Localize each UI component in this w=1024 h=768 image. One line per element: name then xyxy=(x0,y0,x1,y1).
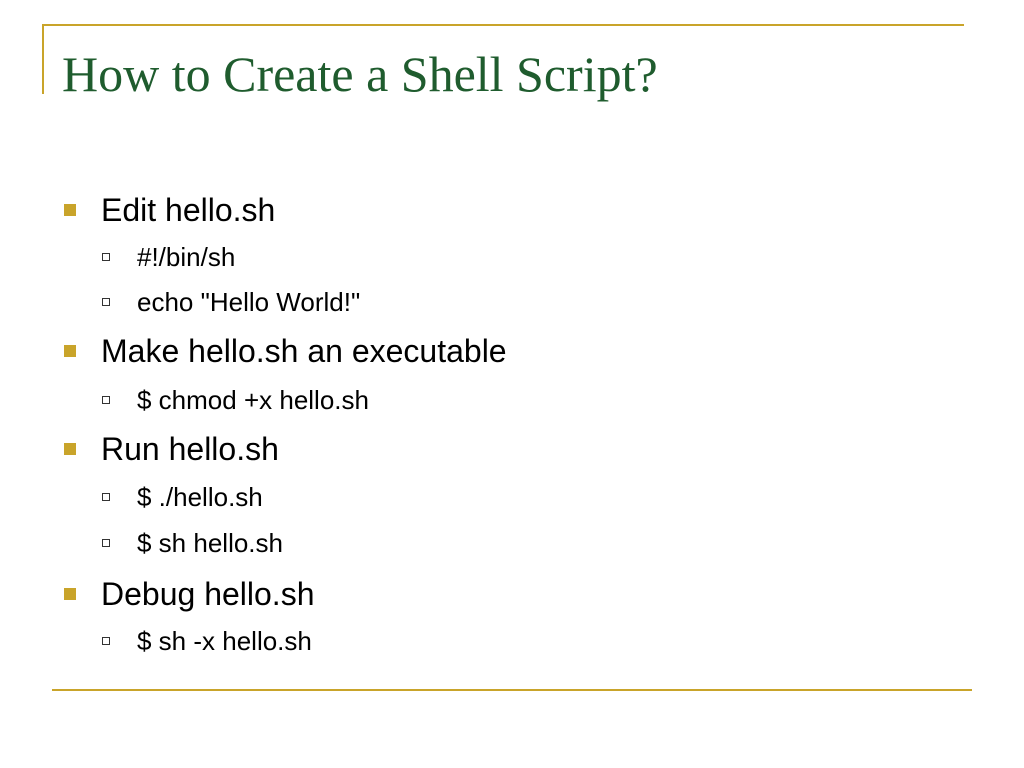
square-bullet-icon xyxy=(64,443,76,455)
hollow-square-bullet-icon xyxy=(102,539,110,547)
slide-title: How to Create a Shell Script? xyxy=(62,46,658,102)
bullet-text: Run hello.sh xyxy=(101,431,279,467)
bullet-debug xyxy=(64,576,314,612)
bullet-text: Make hello.sh an executable xyxy=(101,333,507,369)
hollow-square-bullet-icon xyxy=(102,396,110,404)
sub-bullet-run-sh xyxy=(102,528,283,558)
footer-rule xyxy=(52,689,972,691)
sub-bullet-text: $ sh hello.sh xyxy=(137,528,283,558)
sub-bullet-text: echo "Hello World!" xyxy=(137,287,361,317)
hollow-square-bullet-icon xyxy=(102,253,110,261)
hollow-square-bullet-icon xyxy=(102,298,110,306)
sub-bullet-text: $ ./hello.sh xyxy=(137,482,263,512)
bullet-text: Edit hello.sh xyxy=(101,192,276,228)
bullet-run xyxy=(64,431,279,467)
title-frame-left-rule xyxy=(42,24,44,94)
title-frame-top-rule xyxy=(42,24,964,26)
sub-bullet-text: #!/bin/sh xyxy=(137,242,236,272)
hollow-square-bullet-icon xyxy=(102,493,110,501)
hollow-square-bullet-icon xyxy=(102,637,110,645)
bullet-edit xyxy=(64,192,275,228)
sub-bullet-text: $ chmod +x hello.sh xyxy=(137,385,369,415)
bullet-text: Debug hello.sh xyxy=(101,576,315,612)
square-bullet-icon xyxy=(64,204,76,216)
sub-bullet-text: $ sh -x hello.sh xyxy=(137,626,312,656)
sub-bullet-echo xyxy=(102,287,360,317)
sub-bullet-shebang xyxy=(102,242,235,272)
sub-bullet-debug xyxy=(102,626,312,656)
sub-bullet-run-direct xyxy=(102,482,263,512)
square-bullet-icon xyxy=(64,345,76,357)
square-bullet-icon xyxy=(64,588,76,600)
sub-bullet-chmod xyxy=(102,385,369,415)
bullet-make-executable xyxy=(64,333,507,369)
